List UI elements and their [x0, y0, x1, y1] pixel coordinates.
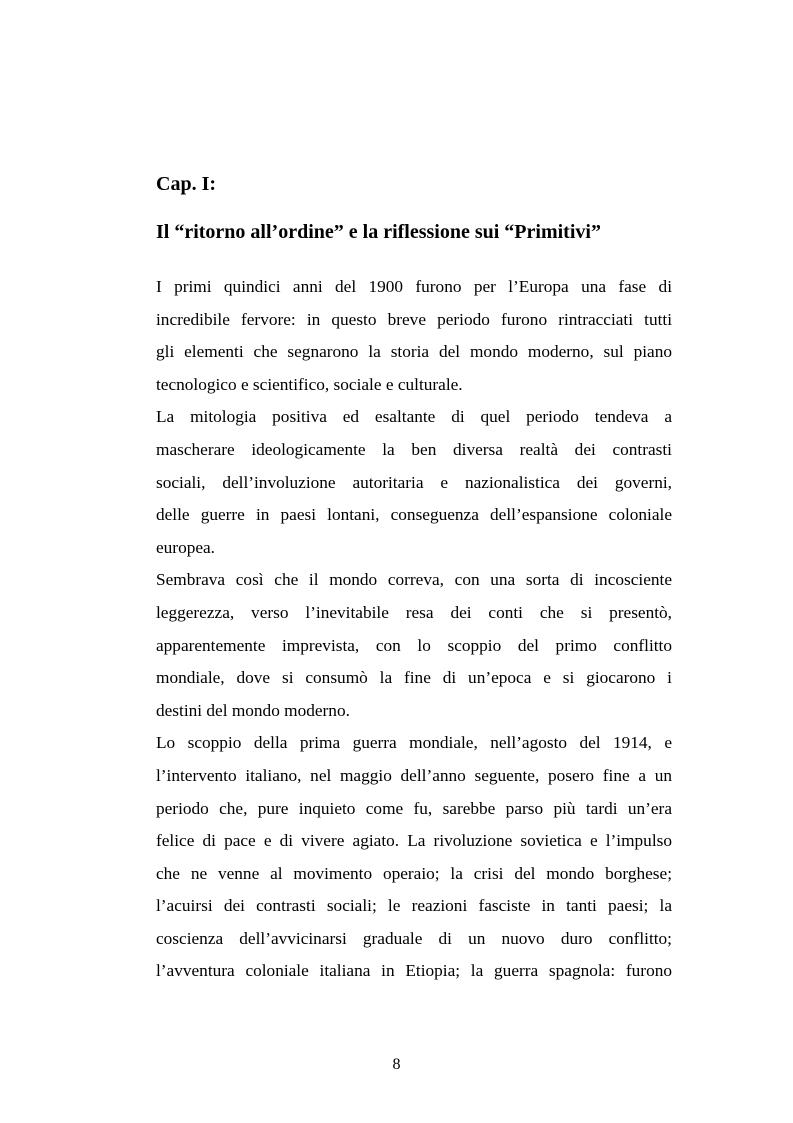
text-line: che ne venne al movimento operaio; la crisi del mondo borghese;: [156, 863, 672, 883]
text-line: sociali, dell’involuzione autoritaria e nazionalistica dei governi,: [156, 472, 672, 492]
text-line: l’avventura coloniale italiana in Etiopia; la guerra spagnola: furono: [156, 961, 672, 981]
text-line: leggerezza, verso l’inevitabile resa dei conti che si presentò,: [156, 602, 672, 622]
text-line: mascherare ideologicamente la ben diversa realtà dei contrasti: [156, 439, 672, 459]
text-line: felice di pace e di vivere agiato. La rivoluzione sovietica e l’impulso: [156, 831, 672, 851]
text-line: delle guerre in paesi lontani, conseguenza dell’espansione coloniale: [156, 505, 672, 525]
text-line: incredibile fervore: in questo breve periodo furono rintracciati tutti: [156, 309, 672, 329]
chapter-label: Cap. I:: [156, 173, 217, 195]
text-line: gli elementi che segnarono la storia del mondo moderno, sul piano: [156, 342, 672, 362]
text-line: europea.: [156, 537, 216, 557]
text-line: destini del mondo moderno.: [156, 700, 350, 720]
text-line: I primi quindici anni del 1900 furono per l’Europa una fase di: [156, 277, 672, 296]
text-line: periodo che, pure inquieto come fu, sarebbe parso più tardi un’era: [156, 798, 672, 818]
text-line: l’acuirsi dei contrasti sociali; le reazioni fasciste in tanti paesi; la: [156, 896, 672, 916]
text-line: Lo scoppio della prima guerra mondiale, nell’agosto del 1914, e: [156, 733, 672, 753]
page-number: 8: [392, 1056, 401, 1073]
text-line: l’intervento italiano, nel maggio dell’anno seguente, posero fine a un: [156, 765, 672, 785]
text-line: apparentemente imprevista, con lo scoppio del primo conflitto: [156, 635, 672, 655]
text-line: tecnologico e scientifico, sociale e culturale.: [156, 374, 463, 394]
text-line: mondiale, dove si consumò la fine di un’epoca e si giocarono i: [156, 668, 672, 688]
chapter-title: Il “ritorno all’ordine” e la riflessione sui “Primitivi”: [156, 221, 601, 243]
text-line: La mitologia positiva ed esaltante di quel periodo tendeva a: [156, 407, 672, 427]
body-text: [156, 274, 672, 991]
text-line: Sembrava così che il mondo correva, con una sorta di incosciente: [156, 570, 672, 590]
text-line: coscienza dell’avvicinarsi graduale di un nuovo duro conflitto;: [156, 928, 672, 948]
